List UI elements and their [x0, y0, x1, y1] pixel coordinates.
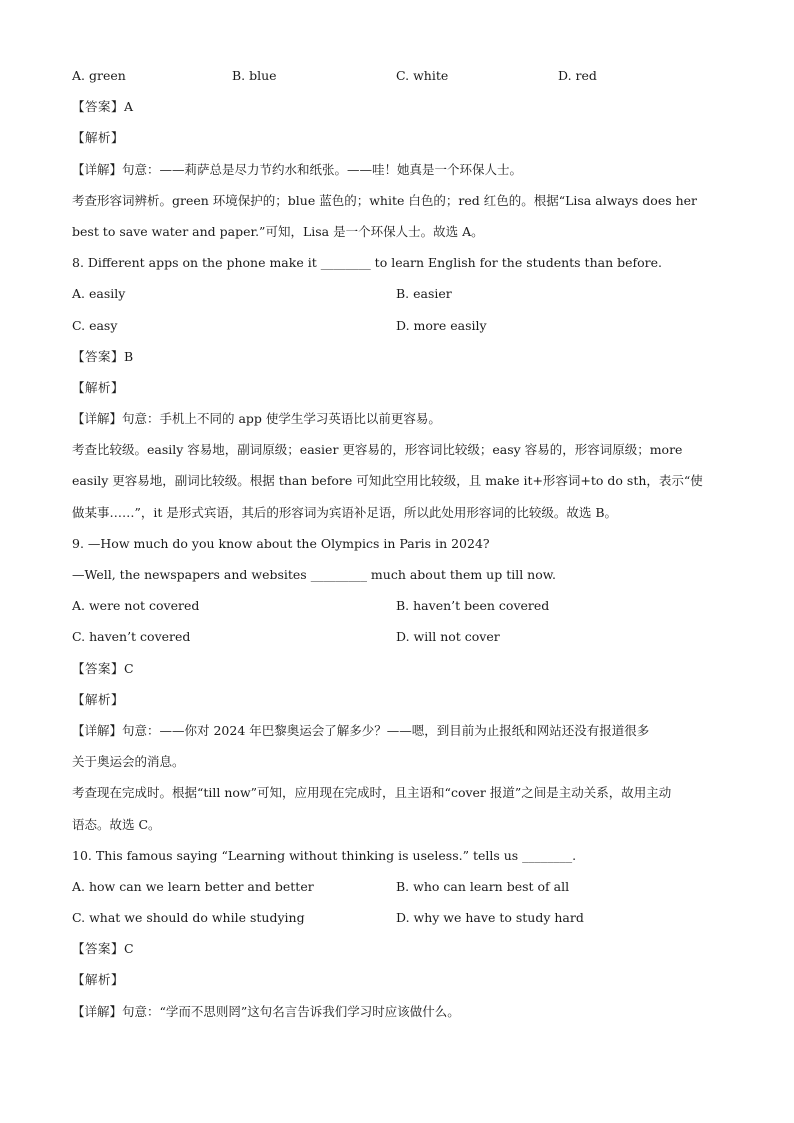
q8-options-row1: [72, 280, 724, 311]
q8-answer: 【答案】B: [72, 348, 134, 364]
q8-detail: 【详解】句意：手机上不同的 app 使学生学习英语比以前更容易。: [72, 411, 441, 427]
q9-explanation-line: 考查现在完成时。根据“till now”可知，应用现在完成时，且主语和“cover 报道”之间是主动关系，故用主动: [72, 785, 672, 801]
q8-option-c: C. easy: [72, 317, 118, 333]
q9-stem-line2: —Well, the newspapers and websites _________ much about them up till now.: [72, 567, 556, 582]
q8-stem: 8. Different apps on the phone make it ________ to learn English for the students than before.: [72, 255, 662, 271]
q7-option-a: A. green: [72, 68, 126, 83]
q10-stem: 10. This famous saying “Learning without thinking is useless.” tells us ________.: [72, 847, 577, 863]
q8-option-d: D. more easily: [396, 317, 487, 333]
q8-explanation-line: 考查比较级。easily 容易地，副词原级；easier 更容易的，形容词比较级；easy 容易的，形容词原级；more: [72, 442, 683, 458]
q7-option-c: C. white: [396, 68, 449, 83]
q7-detail: 【详解】句意：——莉萨总是尽力节约水和纸张。——哇！她真是一个环保人士。: [72, 161, 523, 177]
q8-explanation-line: easily 更容易地，副词比较级。根据 than before 可知此空用比较级，且 make it+形容词+to do sth，表示“使: [72, 473, 703, 489]
q9-explanation-line: 语态。故选 C。: [72, 816, 161, 832]
q10-options-row2: [72, 904, 724, 935]
q7-answer: 【答案】A: [72, 99, 134, 115]
q9-option-d: D. will not cover: [396, 629, 500, 645]
q10-options-row1: [72, 873, 724, 904]
q8-explanation-line: 做某事……”，it 是形式宾语，其后的形容词为宾语补足语，所以此处用形容词的比较级。故选 B。: [72, 504, 618, 520]
q9-option-b: B. haven’t been covered: [396, 598, 550, 614]
q9-option-a: A. were not covered: [72, 598, 200, 614]
q7-option-b: B. blue: [232, 68, 277, 83]
q9-option-c: C. haven’t covered: [72, 629, 191, 645]
q7-options: [72, 62, 724, 93]
q7-explanation-line: 考查形容词辨析。green 环境保护的；blue 蓝色的；white 白色的；red 红色的。根据“Lisa always does her: [72, 192, 698, 208]
q8-option-b: B. easier: [396, 286, 452, 302]
q7-analysis-heading: 【解析】: [72, 130, 125, 146]
q7-explanation-line: best to save water and paper.”可知，Lisa 是一个环保人士。故选 A。: [72, 223, 484, 239]
q9-stem-line1: 9. —How much do you know about the Olympics in Paris in 2024?: [72, 535, 490, 551]
q9-options-row1: [72, 592, 724, 623]
q9-analysis-heading: 【解析】: [72, 691, 125, 707]
q8-analysis-heading: 【解析】: [72, 379, 125, 395]
q7-option-d: D. red: [558, 68, 597, 83]
q10-answer: 【答案】C: [72, 941, 135, 957]
q9-answer: 【答案】C: [72, 660, 135, 676]
q8-options-row2: [72, 312, 724, 343]
document-page: [72, 62, 724, 1029]
q9-options-row2: [72, 623, 724, 654]
q9-detail-line: 【详解】句意：——你对 2024 年巴黎奥运会了解多少？——嗯，到目前为止报纸和网站还没有报道很多: [72, 722, 650, 738]
q8-option-a: A. easily: [72, 286, 126, 302]
q10-option-d: D. why we have to study hard: [396, 910, 584, 926]
q9-detail-line: 关于奥运会的消息。: [72, 754, 185, 770]
q10-option-a: A. how can we learn better and better: [72, 878, 314, 894]
q10-option-c: C. what we should do while studying: [72, 910, 305, 926]
q10-option-b: B. who can learn best of all: [396, 878, 570, 894]
q10-analysis-heading: 【解析】: [72, 972, 125, 988]
q10-detail: 【详解】句意：“学而不思则罔”这句名言告诉我们学习时应该做什么。: [72, 1003, 460, 1019]
